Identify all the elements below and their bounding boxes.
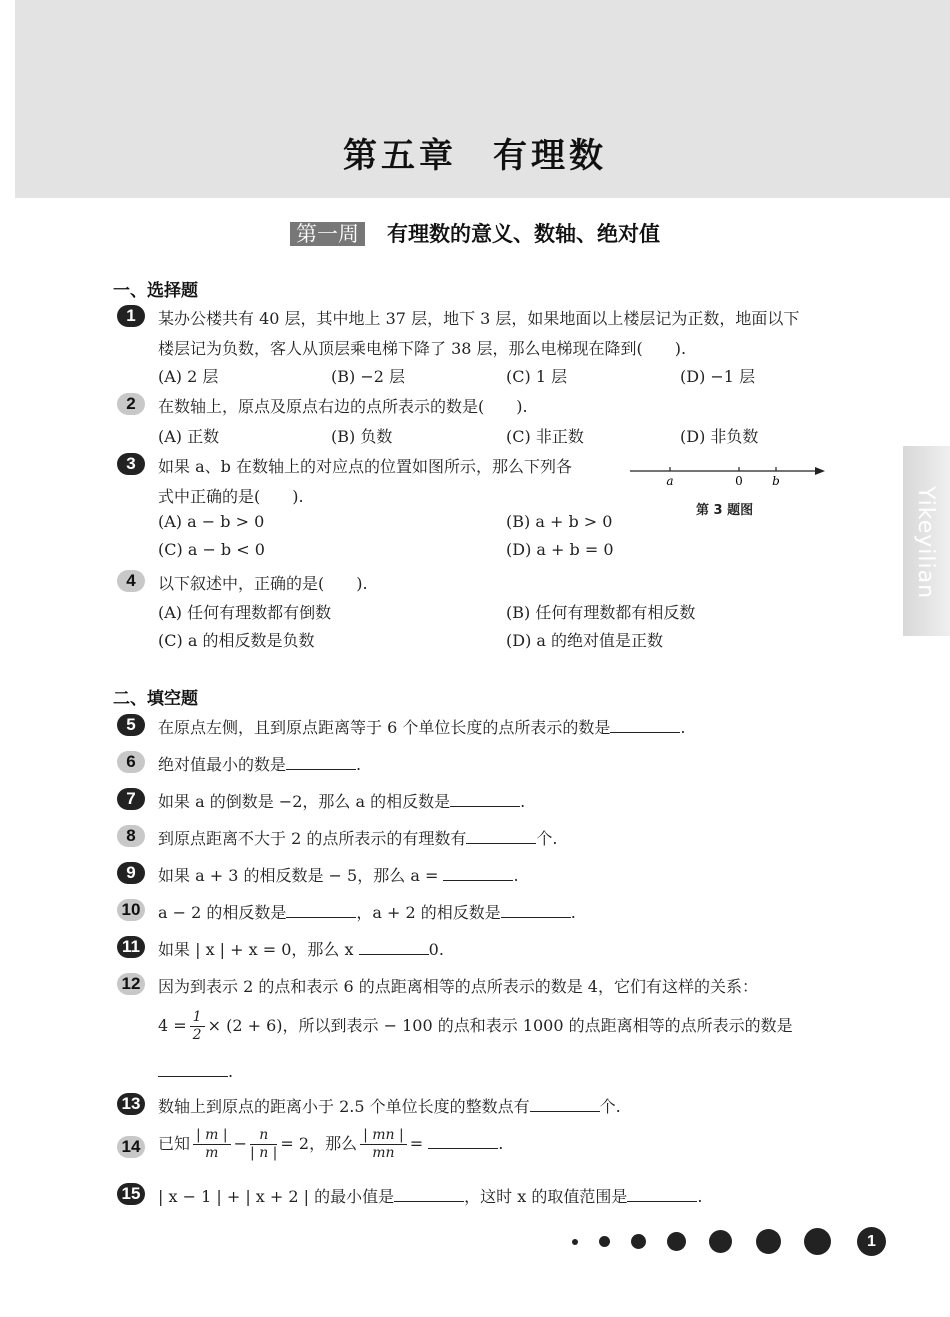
answer-blank[interactable] bbox=[530, 1098, 600, 1112]
decorative-dot-icon bbox=[667, 1232, 686, 1251]
question-number: 9 bbox=[117, 862, 145, 884]
q15-line: | x − 1 | + | x + 2 | 的最小值是 ，这时 x 的取值范围是 . bbox=[158, 1187, 703, 1206]
side-tab bbox=[903, 446, 950, 636]
answer-blank[interactable] bbox=[501, 904, 571, 918]
decorative-dot-icon bbox=[709, 1230, 732, 1253]
fraction-abs-mn-over-mn: $\frac{| mn |}{mn}$ bbox=[360, 1127, 407, 1162]
side-tab-label: Yikeyilian bbox=[913, 486, 938, 600]
answer-blank[interactable] bbox=[428, 1135, 498, 1149]
week-label: 第一周 bbox=[290, 222, 365, 246]
q11-line: 如果 | x | + x = 0，那么 x 0. bbox=[158, 940, 444, 959]
question-number: 11 bbox=[117, 936, 145, 958]
question-number: 3 bbox=[117, 453, 145, 475]
question-number: 15 bbox=[117, 1183, 145, 1205]
q12-line2: 4 = $\frac{1}{2}$ × (2 + 6)，所以到表示 − 100 的点和表示 1000 的点距离相等的点所表示的数是 bbox=[158, 1009, 793, 1043]
q2-option-b: (B) 负数 bbox=[331, 427, 393, 446]
answer-blank[interactable] bbox=[450, 793, 520, 807]
q1-option-b: (B) −2 层 bbox=[331, 367, 406, 386]
answer-blank[interactable] bbox=[610, 719, 680, 733]
q10-line: a − 2 的相反数是 ，a + 2 的相反数是 . bbox=[158, 903, 576, 922]
answer-blank[interactable] bbox=[394, 1188, 464, 1202]
page-number: 1 bbox=[857, 1227, 886, 1256]
q3-line2: 式中正确的是( ). bbox=[158, 487, 304, 506]
question-number: 7 bbox=[117, 788, 145, 810]
decorative-dot-icon bbox=[756, 1229, 781, 1254]
q1-option-c: (C) 1 层 bbox=[506, 367, 568, 386]
answer-blank[interactable] bbox=[627, 1188, 697, 1202]
q2-option-a: (A) 正数 bbox=[158, 427, 220, 446]
q12-line3: . bbox=[158, 1062, 233, 1081]
figure-caption: 第 3 题图 bbox=[696, 503, 754, 518]
q4-option-a: (A) 任何有理数都有倒数 bbox=[158, 603, 332, 622]
decorative-dot-icon bbox=[804, 1228, 831, 1255]
axis-label-a: a bbox=[666, 474, 674, 488]
q4-option-b: (B) 任何有理数都有相反数 bbox=[506, 603, 696, 622]
decorative-dot-icon bbox=[631, 1234, 646, 1249]
q9-line: 如果 a + 3 的相反数是 − 5，那么 a = . bbox=[158, 866, 519, 885]
chapter-title: 第五章 有理数 bbox=[343, 136, 607, 176]
q3-option-d: (D) a + b = 0 bbox=[506, 540, 614, 559]
answer-blank[interactable] bbox=[286, 904, 356, 918]
q12-line1: 因为到表示 2 的点和表示 6 的点距离相等的点所表示的数是 4，它们有这样的关系： bbox=[158, 977, 758, 996]
answer-blank[interactable] bbox=[158, 1063, 228, 1077]
q3-line1: 如果 a、b 在数轴上的对应点的位置如图所示，那么下列各 bbox=[158, 457, 572, 476]
question-number: 12 bbox=[117, 973, 145, 995]
question-number: 4 bbox=[117, 570, 145, 592]
fraction-half: $\frac{1}{2}$ bbox=[190, 1009, 205, 1044]
answer-blank[interactable] bbox=[286, 756, 356, 770]
question-number: 2 bbox=[117, 393, 145, 415]
q1-option-d: (D) −1 层 bbox=[680, 367, 756, 386]
fraction-abs-m-over-m: $\frac{| m |}{m}$ bbox=[193, 1127, 231, 1162]
q7-line: 如果 a 的倒数是 −2，那么 a 的相反数是 . bbox=[158, 792, 526, 811]
q8-line: 到原点距离不大于 2 的点所表示的有理数有 个. bbox=[158, 829, 558, 848]
answer-blank[interactable] bbox=[443, 867, 513, 881]
question-number: 13 bbox=[117, 1093, 145, 1115]
q4-option-c: (C) a 的相反数是负数 bbox=[158, 631, 315, 650]
decorative-dot-icon bbox=[572, 1239, 578, 1245]
question-number: 8 bbox=[117, 825, 145, 847]
q14-line: 已知 $\frac{| m |}{m}$ − $\frac{n}{| n |}$ = 2，那么 $\frac{| mn |}{mn}$ = . bbox=[158, 1127, 504, 1161]
section-choice-heading: 一、选择题 bbox=[113, 281, 198, 301]
answer-blank[interactable] bbox=[466, 830, 536, 844]
q2-line1: 在数轴上，原点及原点右边的点所表示的数是( ). bbox=[158, 397, 528, 416]
q1-line1: 某办公楼共有 40 层，其中地上 37 层，地下 3 层，如果地面以上楼层记为正数，地面以下 bbox=[158, 309, 800, 328]
q1-option-a: (A) 2 层 bbox=[158, 367, 219, 386]
question-number: 6 bbox=[117, 751, 145, 773]
axis-label-0: 0 bbox=[735, 474, 743, 488]
section-fill-heading: 二、填空题 bbox=[113, 689, 198, 709]
fraction-n-over-abs-n: $\frac{n}{| n |}$ bbox=[250, 1127, 278, 1161]
q4-option-d: (D) a 的绝对值是正数 bbox=[506, 631, 664, 650]
q3-option-b: (B) a + b > 0 bbox=[506, 512, 613, 531]
q13-line: 数轴上到原点的距离小于 2.5 个单位长度的整数点有 个. bbox=[158, 1097, 621, 1116]
q6-line: 绝对值最小的数是 . bbox=[158, 755, 362, 774]
week-title: 有理数的意义、数轴、绝对值 bbox=[387, 222, 660, 246]
q1-line2: 楼层记为负数，客人从顶层乘电梯下降了 38 层，那么电梯现在降到( ). bbox=[158, 339, 687, 358]
question-number: 5 bbox=[117, 714, 145, 736]
q4-line1: 以下叙述中，正确的是( ). bbox=[158, 574, 368, 593]
week-heading bbox=[0, 218, 950, 248]
axis-label-b: b bbox=[772, 474, 780, 488]
decorative-dot-icon bbox=[599, 1236, 610, 1247]
q5-line: 在原点左侧，且到原点距离等于 6 个单位长度的点所表示的数是 . bbox=[158, 718, 686, 737]
q3-option-c: (C) a − b < 0 bbox=[158, 540, 265, 559]
q2-option-c: (C) 非正数 bbox=[506, 427, 584, 446]
number-line-figure bbox=[625, 458, 830, 492]
answer-blank[interactable] bbox=[359, 941, 429, 955]
q2-option-d: (D) 非负数 bbox=[680, 427, 759, 446]
arrow-head-icon bbox=[815, 467, 825, 475]
question-number: 14 bbox=[117, 1136, 145, 1158]
question-number: 1 bbox=[117, 305, 145, 327]
question-number: 10 bbox=[117, 899, 145, 921]
q3-option-a: (A) a − b > 0 bbox=[158, 512, 265, 531]
